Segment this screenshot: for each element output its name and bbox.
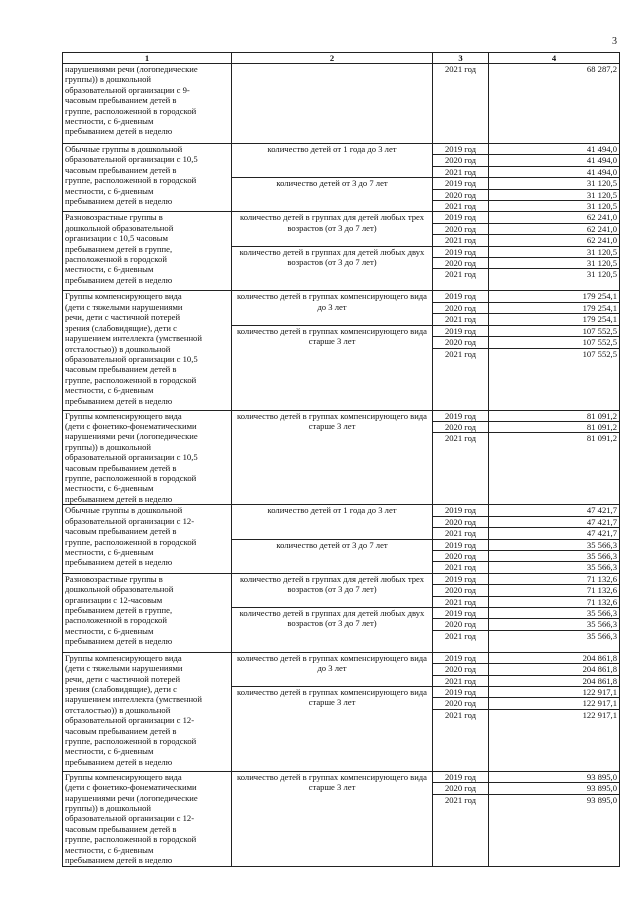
- value-cell: 204 861,8: [489, 652, 620, 663]
- description-line: нарушением интеллекта (умственной: [65, 694, 202, 705]
- header-cell: 3: [433, 53, 489, 64]
- value-cell: 41 494,0: [489, 144, 620, 155]
- value-cell: 107 552,5: [489, 325, 620, 336]
- description-line: пребыванием детей в неделю: [65, 274, 173, 285]
- group-description-cell: [63, 64, 232, 144]
- value-cell: 71 132,6: [489, 585, 620, 596]
- group-description-cell: [63, 212, 232, 291]
- year-cell: 2020 год: [433, 516, 489, 527]
- description-line: (дети с фонетико-фонематическими: [65, 420, 197, 431]
- year-cell: 2019 год: [433, 410, 489, 421]
- indicator-cell: количество детей в группах для детей любых трех возрастов (от 3 до 7 лет): [232, 212, 433, 246]
- group-description-cell: [63, 410, 232, 505]
- year-cell: 2020 год: [433, 337, 489, 348]
- year-cell: 2019 год: [433, 246, 489, 257]
- description-line: группе, расположенной в городской: [65, 472, 197, 483]
- value-cell: 35 566,3: [489, 619, 620, 630]
- value-cell: 81 091,2: [489, 410, 620, 421]
- value-cell: 81 091,2: [489, 433, 620, 505]
- value-cell: 31 120,5: [489, 258, 620, 269]
- table-row: [63, 771, 620, 782]
- description-line: (дети с фонетико-фонематическими: [65, 782, 197, 793]
- year-cell: 2019 год: [433, 687, 489, 698]
- header-cell: 2: [232, 53, 433, 64]
- year-cell: 2021 год: [433, 630, 489, 652]
- description-line: пребыванием детей в неделю: [65, 756, 173, 767]
- group-description-cell: [63, 291, 232, 410]
- year-cell: 2021 год: [433, 269, 489, 291]
- description-line: пребыванием детей в неделю: [65, 196, 173, 207]
- description-line: пребыванием детей в неделю: [65, 636, 173, 647]
- year-cell: 2021 год: [433, 562, 489, 573]
- description-line: образовательной организации с 10,5: [65, 154, 198, 165]
- value-cell: 81 091,2: [489, 421, 620, 432]
- value-cell: 122 917,1: [489, 687, 620, 698]
- year-cell: 2020 год: [433, 258, 489, 269]
- description-line: Обычные группы в дошкольной: [65, 505, 183, 516]
- description-line: местности, с 6-дневным: [65, 483, 154, 494]
- indicator-cell: количество детей в группах компенсирующего вида старше 3 лет: [232, 325, 433, 410]
- description-line: группе, расположенной в городской: [65, 834, 197, 845]
- description-line: группе, расположенной в городской: [65, 736, 197, 747]
- group-description-cell: [63, 771, 232, 866]
- indicator-cell: количество детей в группах компенсирующего вида старше 3 лет: [232, 410, 433, 505]
- description-line: местности, с 6-дневным: [65, 546, 154, 557]
- indicator-cell: количество детей от 1 года до 3 лет: [232, 505, 433, 539]
- description-line: местности, с 6-дневным: [65, 185, 154, 196]
- description-line: часовым пребыванием детей в: [65, 823, 177, 834]
- description-line: группы)) в дошкольной: [65, 74, 151, 85]
- description-line: Группы компенсирующего вида: [65, 771, 182, 782]
- description-line: отсталостью)) в дошкольной: [65, 704, 171, 715]
- value-cell: 35 566,3: [489, 562, 620, 573]
- value-cell: 31 120,5: [489, 189, 620, 200]
- year-cell: 2019 год: [433, 607, 489, 618]
- description-line: Группы компенсирующего вида: [65, 410, 182, 421]
- description-line: дошкольной образовательной: [65, 222, 174, 233]
- year-cell: 2020 год: [433, 223, 489, 234]
- description-line: Разновозрастные группы в: [65, 212, 163, 223]
- value-cell: 35 566,3: [489, 539, 620, 550]
- year-cell: 2020 год: [433, 783, 489, 794]
- value-cell: 93 895,0: [489, 783, 620, 794]
- indicator-cell: количество детей в группах компенсирующего вида до 3 лет: [232, 652, 433, 686]
- year-cell: 2019 год: [433, 212, 489, 223]
- description-line: пребыванием детей в неделю: [65, 493, 173, 504]
- indicator-cell: [232, 64, 433, 144]
- table-row: [63, 212, 620, 223]
- value-cell: 31 120,5: [489, 269, 620, 291]
- year-cell: 2021 год: [433, 166, 489, 177]
- year-cell: 2021 год: [433, 201, 489, 212]
- description-line: Группы компенсирующего вида: [65, 291, 182, 302]
- value-cell: 47 421,7: [489, 505, 620, 516]
- value-cell: 122 917,1: [489, 709, 620, 771]
- year-cell: 2020 год: [433, 550, 489, 561]
- indicator-cell: количество детей в группах для детей любых двух возрастов (от 3 до 7 лет): [232, 607, 433, 652]
- year-cell: 2021 год: [433, 314, 489, 325]
- description-line: расположенной в городской: [65, 254, 167, 265]
- year-cell: 2019 год: [433, 539, 489, 550]
- value-cell: 71 132,6: [489, 596, 620, 607]
- description-line: Обычные группы в дошкольной: [65, 144, 183, 154]
- value-cell: 41 494,0: [489, 155, 620, 166]
- description-line: группы)) в дошкольной: [65, 441, 151, 452]
- table-row: [63, 291, 620, 302]
- year-cell: 2019 год: [433, 573, 489, 584]
- description-line: речи, дети с частичной потерей: [65, 312, 181, 323]
- description-line: (дети с тяжелыми нарушениями: [65, 301, 183, 312]
- year-cell: 2021 год: [433, 596, 489, 607]
- description-line: группы)) в дошкольной: [65, 803, 151, 814]
- year-cell: 2019 год: [433, 771, 489, 782]
- description-line: часовым пребыванием детей в: [65, 725, 177, 736]
- indicator-cell: количество детей от 3 до 7 лет: [232, 539, 433, 573]
- description-line: нарушениями речи (логопедические: [65, 431, 198, 442]
- year-cell: 2020 год: [433, 698, 489, 709]
- table-row: [63, 505, 620, 516]
- description-line: местности, с 6-дневным: [65, 385, 154, 396]
- table-row: [63, 64, 620, 144]
- indicator-cell: количество детей в группах компенсирующего вида до 3 лет: [232, 291, 433, 325]
- description-line: образовательной организации с 10,5: [65, 452, 198, 463]
- description-line: группе, расположенной в городской: [65, 175, 197, 186]
- page-number: 3: [612, 36, 617, 47]
- description-line: образовательной организации с 12-: [65, 715, 195, 726]
- value-cell: 107 552,5: [489, 348, 620, 410]
- value-cell: 47 421,7: [489, 528, 620, 539]
- value-cell: 204 861,8: [489, 675, 620, 686]
- description-line: образовательной организации с 10,5: [65, 353, 198, 364]
- description-line: группе, расположенной в городской: [65, 105, 197, 116]
- description-line: отсталостью)) в дошкольной: [65, 343, 171, 354]
- description-line: часовым пребыванием детей в: [65, 526, 177, 537]
- description-line: пребыванием детей в неделю: [65, 855, 173, 866]
- group-description-cell: [63, 505, 232, 573]
- value-cell: 35 566,3: [489, 550, 620, 561]
- indicator-cell: количество детей в группах для детей любых двух возрастов (от 3 до 7 лет): [232, 246, 433, 291]
- description-line: группе, расположенной в городской: [65, 374, 197, 385]
- value-cell: 31 120,5: [489, 201, 620, 212]
- value-cell: 71 132,6: [489, 573, 620, 584]
- description-line: организации с 12-часовым: [65, 594, 163, 605]
- description-line: местности, с 6-дневным: [65, 264, 154, 275]
- value-cell: 204 861,8: [489, 664, 620, 675]
- description-line: Группы компенсирующего вида: [65, 652, 182, 663]
- value-cell: 62 241,0: [489, 235, 620, 246]
- table-row: [63, 144, 620, 155]
- description-line: зрения (слабовидящие), дети с: [65, 684, 177, 694]
- description-line: нарушением интеллекта (умственной: [65, 333, 202, 344]
- description-line: местности, с 6-дневным: [65, 116, 154, 127]
- year-cell: 2021 год: [433, 348, 489, 410]
- table-row: [63, 410, 620, 421]
- value-cell: 31 120,5: [489, 178, 620, 189]
- year-cell: 2019 год: [433, 178, 489, 189]
- description-line: группе, расположенной в городской: [65, 536, 197, 547]
- value-cell: 47 421,7: [489, 516, 620, 527]
- header-cell: 1: [63, 53, 232, 64]
- year-cell: 2021 год: [433, 709, 489, 771]
- indicator-cell: количество детей в группах компенсирующего вида старше 3 лет: [232, 687, 433, 772]
- description-line: местности, с 6-дневным: [65, 625, 154, 636]
- tariff-table: [62, 52, 620, 867]
- description-line: образовательной организации с 9-: [65, 84, 190, 95]
- year-cell: 2019 год: [433, 652, 489, 663]
- year-cell: 2021 год: [433, 235, 489, 246]
- year-cell: 2020 год: [433, 619, 489, 630]
- year-cell: 2019 год: [433, 144, 489, 155]
- year-cell: 2019 год: [433, 505, 489, 516]
- year-cell: 2020 год: [433, 302, 489, 313]
- group-description-cell: [63, 652, 232, 771]
- year-cell: 2021 год: [433, 528, 489, 539]
- description-line: пребыванием детей в неделю: [65, 395, 173, 406]
- indicator-cell: количество детей от 1 года до 3 лет: [232, 144, 433, 178]
- description-line: пребыванием детей в неделю: [65, 126, 173, 137]
- description-line: местности, с 6-дневным: [65, 746, 154, 757]
- value-cell: 35 566,3: [489, 607, 620, 618]
- description-line: дошкольной образовательной: [65, 584, 174, 595]
- description-line: нарушениями речи (логопедические: [65, 64, 198, 74]
- value-cell: 122 917,1: [489, 698, 620, 709]
- table-row: [63, 652, 620, 663]
- year-cell: 2021 год: [433, 64, 489, 144]
- header-cell: 4: [489, 53, 620, 64]
- description-line: пребыванием детей в неделю: [65, 557, 173, 568]
- description-line: нарушениями речи (логопедические: [65, 792, 198, 803]
- description-line: часовым пребыванием детей в: [65, 164, 177, 175]
- value-cell: 179 254,1: [489, 302, 620, 313]
- description-line: (дети с тяжелыми нарушениями: [65, 663, 183, 674]
- value-cell: 31 120,5: [489, 246, 620, 257]
- group-description-cell: [63, 573, 232, 652]
- value-cell: 107 552,5: [489, 337, 620, 348]
- value-cell: 68 287,2: [489, 64, 620, 144]
- table-row: [63, 573, 620, 584]
- description-line: зрения (слабовидящие), дети с: [65, 322, 177, 333]
- value-cell: 41 494,0: [489, 166, 620, 177]
- description-line: расположенной в городской: [65, 615, 167, 626]
- table-header-row: [63, 53, 620, 64]
- description-line: Разновозрастные группы в: [65, 573, 163, 584]
- description-line: часовым пребыванием детей в: [65, 462, 177, 473]
- description-line: часовым пребыванием детей в: [65, 95, 177, 106]
- description-line: речи, дети с частичной потерей: [65, 673, 181, 684]
- year-cell: 2021 год: [433, 794, 489, 866]
- year-cell: 2020 год: [433, 664, 489, 675]
- description-line: местности, с 6-дневным: [65, 844, 154, 855]
- value-cell: 35 566,3: [489, 630, 620, 652]
- group-description-cell: [63, 144, 232, 212]
- value-cell: 93 895,0: [489, 771, 620, 782]
- year-cell: 2021 год: [433, 675, 489, 686]
- description-line: пребыванием детей в группе,: [65, 604, 173, 615]
- year-cell: 2020 год: [433, 421, 489, 432]
- year-cell: 2019 год: [433, 291, 489, 302]
- description-line: организации с 10,5 часовым: [65, 233, 168, 244]
- year-cell: 2020 год: [433, 585, 489, 596]
- year-cell: 2019 год: [433, 325, 489, 336]
- description-line: образовательной организации с 12-: [65, 515, 195, 526]
- indicator-cell: количество детей от 3 до 7 лет: [232, 178, 433, 212]
- year-cell: 2020 год: [433, 155, 489, 166]
- description-line: пребыванием детей в группе,: [65, 243, 173, 254]
- year-cell: 2020 год: [433, 189, 489, 200]
- value-cell: 179 254,1: [489, 314, 620, 325]
- year-cell: 2021 год: [433, 433, 489, 505]
- description-line: образовательной организации с 12-: [65, 813, 195, 824]
- description-line: часовым пребыванием детей в: [65, 364, 177, 375]
- indicator-cell: количество детей в группах компенсирующего вида старше 3 лет: [232, 771, 433, 866]
- indicator-cell: количество детей в группах для детей любых трех возрастов (от 3 до 7 лет): [232, 573, 433, 607]
- value-cell: 179 254,1: [489, 291, 620, 302]
- value-cell: 62 241,0: [489, 223, 620, 234]
- value-cell: 93 895,0: [489, 794, 620, 866]
- value-cell: 62 241,0: [489, 212, 620, 223]
